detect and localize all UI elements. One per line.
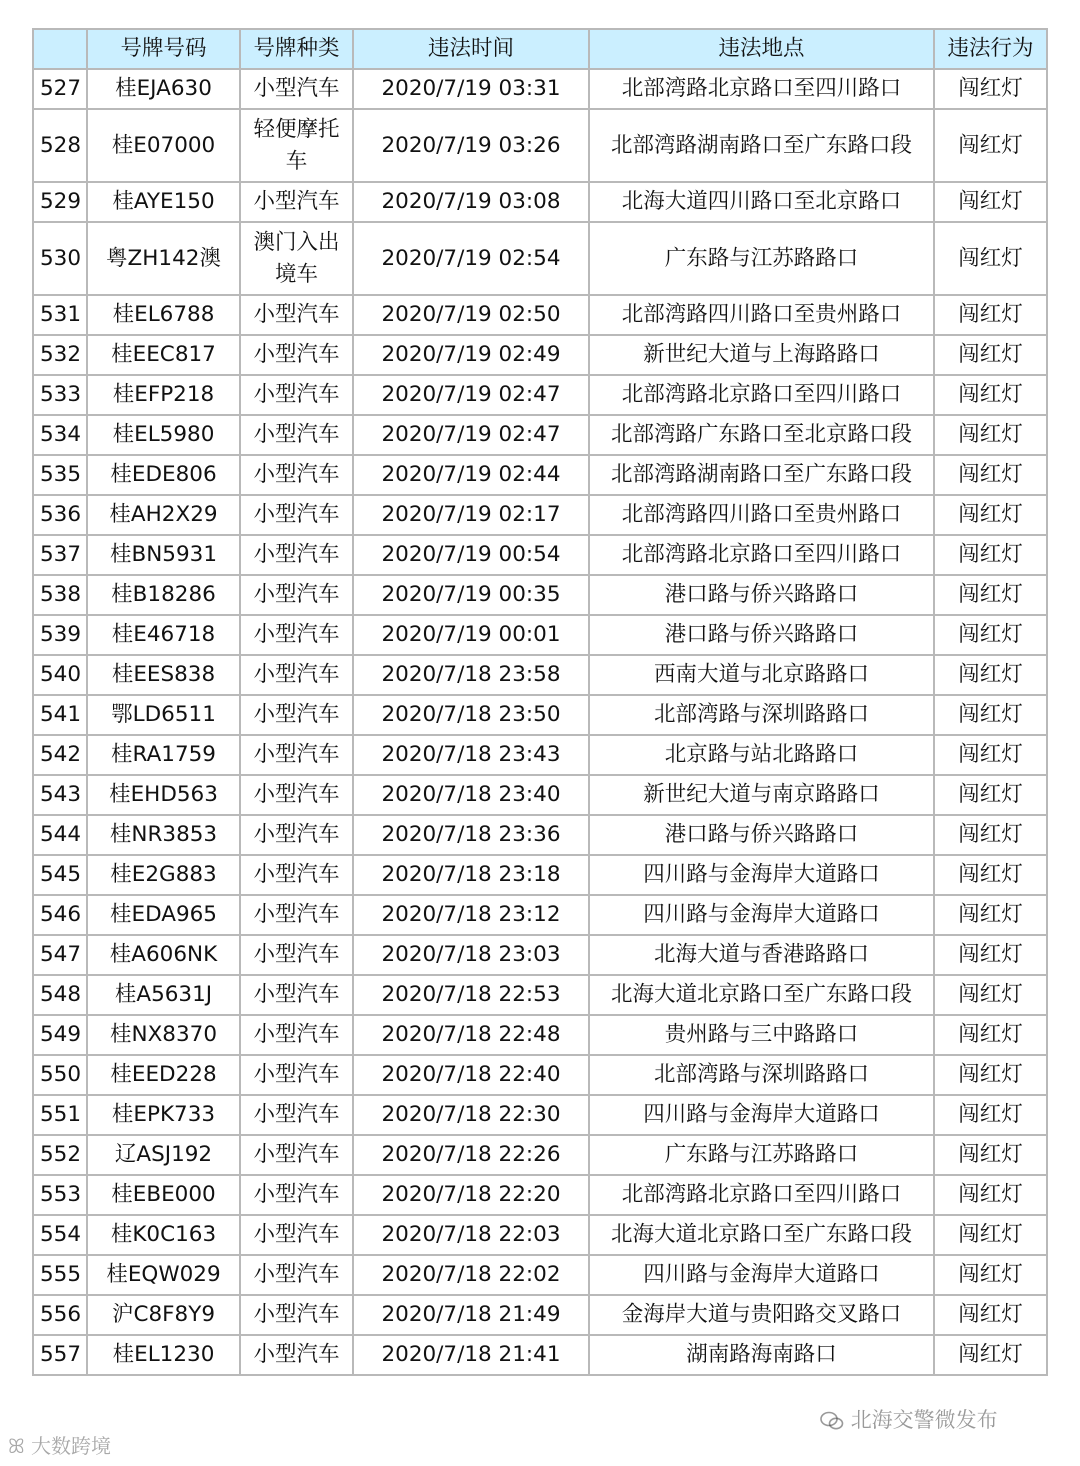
header-violation-location: 违法地点 xyxy=(589,29,934,69)
header-violation-behavior: 违法行为 xyxy=(934,29,1047,69)
cell-index: 528 xyxy=(33,109,87,182)
cell-plate-number: 桂EDA965 xyxy=(87,895,240,935)
cell-violation-time: 2020/7/19 00:01 xyxy=(353,615,589,655)
cell-index: 542 xyxy=(33,735,87,775)
cell-violation-location: 北部湾路北京路口至四川路口 xyxy=(589,1175,934,1215)
cell-violation-location: 北海大道四川路口至北京路口 xyxy=(589,182,934,222)
cell-index: 557 xyxy=(33,1335,87,1375)
cell-violation-behavior: 闯红灯 xyxy=(934,935,1047,975)
cell-plate-number: 桂EJA630 xyxy=(87,69,240,109)
cell-plate-number: 桂A5631J xyxy=(87,975,240,1015)
cell-plate-number: 桂B18286 xyxy=(87,575,240,615)
cell-violation-time: 2020/7/19 03:08 xyxy=(353,182,589,222)
cell-violation-time: 2020/7/18 22:40 xyxy=(353,1055,589,1095)
table-row xyxy=(33,1335,1047,1375)
cell-plate-type: 小型汽车 xyxy=(240,295,353,335)
table-row xyxy=(33,415,1047,455)
cell-violation-time: 2020/7/19 03:26 xyxy=(353,109,589,182)
cell-index: 529 xyxy=(33,182,87,222)
cell-violation-behavior: 闯红灯 xyxy=(934,455,1047,495)
cell-violation-time: 2020/7/19 02:47 xyxy=(353,375,589,415)
cell-violation-behavior: 闯红灯 xyxy=(934,735,1047,775)
header-plate-type: 号牌种类 xyxy=(240,29,353,69)
table-row xyxy=(33,495,1047,535)
cell-index: 552 xyxy=(33,1135,87,1175)
cell-violation-location: 北部湾路与深圳路路口 xyxy=(589,695,934,735)
table-row xyxy=(33,1015,1047,1055)
cell-violation-location: 贵州路与三中路路口 xyxy=(589,1015,934,1055)
cell-violation-behavior: 闯红灯 xyxy=(934,615,1047,655)
cell-violation-behavior: 闯红灯 xyxy=(934,335,1047,375)
cell-index: 534 xyxy=(33,415,87,455)
cell-violation-behavior: 闯红灯 xyxy=(934,495,1047,535)
cell-plate-type: 小型汽车 xyxy=(240,455,353,495)
cell-violation-location: 四川路与金海岸大道路口 xyxy=(589,855,934,895)
cell-index: 553 xyxy=(33,1175,87,1215)
table-row xyxy=(33,375,1047,415)
table-row xyxy=(33,1215,1047,1255)
cell-violation-location: 湖南路海南路口 xyxy=(589,1335,934,1375)
cell-plate-type: 小型汽车 xyxy=(240,182,353,222)
table-row xyxy=(33,655,1047,695)
cell-violation-time: 2020/7/18 23:43 xyxy=(353,735,589,775)
cell-plate-number: 桂EPK733 xyxy=(87,1095,240,1135)
cell-plate-type: 小型汽车 xyxy=(240,1135,353,1175)
cell-violation-time: 2020/7/19 00:54 xyxy=(353,535,589,575)
table-row xyxy=(33,575,1047,615)
cell-plate-number: 桂NR3853 xyxy=(87,815,240,855)
cell-violation-location: 西南大道与北京路路口 xyxy=(589,655,934,695)
cell-plate-type: 小型汽车 xyxy=(240,535,353,575)
cell-index: 527 xyxy=(33,69,87,109)
table-row xyxy=(33,535,1047,575)
wechat-icon xyxy=(820,1411,844,1431)
table-row xyxy=(33,1175,1047,1215)
cell-plate-number: 桂EED228 xyxy=(87,1055,240,1095)
cell-plate-type: 小型汽车 xyxy=(240,655,353,695)
cell-violation-time: 2020/7/18 23:40 xyxy=(353,775,589,815)
cell-plate-number: 粤ZH142澳 xyxy=(87,222,240,295)
cell-index: 543 xyxy=(33,775,87,815)
cell-violation-behavior: 闯红灯 xyxy=(934,182,1047,222)
cell-plate-type: 小型汽车 xyxy=(240,615,353,655)
table-row xyxy=(33,1295,1047,1335)
cell-violation-behavior: 闯红灯 xyxy=(934,1095,1047,1135)
cell-plate-number: 桂EFP218 xyxy=(87,375,240,415)
cell-violation-location: 北京路与站北路路口 xyxy=(589,735,934,775)
cell-violation-behavior: 闯红灯 xyxy=(934,1255,1047,1295)
cell-violation-behavior: 闯红灯 xyxy=(934,109,1047,182)
cell-violation-location: 北部湾路北京路口至四川路口 xyxy=(589,375,934,415)
table-row xyxy=(33,615,1047,655)
watermark-official-account xyxy=(820,1404,998,1434)
cell-violation-location: 广东路与江苏路路口 xyxy=(589,222,934,295)
table-row xyxy=(33,735,1047,775)
cell-plate-number: 桂EL1230 xyxy=(87,1335,240,1375)
cell-index: 541 xyxy=(33,695,87,735)
cell-violation-time: 2020/7/19 02:44 xyxy=(353,455,589,495)
cell-violation-behavior: 闯红灯 xyxy=(934,415,1047,455)
cell-plate-type: 澳门入出境车 xyxy=(240,222,353,295)
cell-violation-behavior: 闯红灯 xyxy=(934,1015,1047,1055)
cell-violation-behavior: 闯红灯 xyxy=(934,1215,1047,1255)
table-row xyxy=(33,935,1047,975)
cell-plate-type: 小型汽车 xyxy=(240,575,353,615)
table-row xyxy=(33,815,1047,855)
cell-plate-type: 小型汽车 xyxy=(240,895,353,935)
cell-violation-location: 北部湾路四川路口至贵州路口 xyxy=(589,295,934,335)
cell-index: 556 xyxy=(33,1295,87,1335)
cell-violation-location: 北部湾路四川路口至贵州路口 xyxy=(589,495,934,535)
cell-plate-number: 桂EEC817 xyxy=(87,335,240,375)
cell-plate-type: 小型汽车 xyxy=(240,935,353,975)
table-row xyxy=(33,1255,1047,1295)
cell-violation-behavior: 闯红灯 xyxy=(934,695,1047,735)
cell-violation-location: 北部湾路与深圳路路口 xyxy=(589,1055,934,1095)
cell-violation-time: 2020/7/18 23:12 xyxy=(353,895,589,935)
table-row xyxy=(33,695,1047,735)
cell-violation-location: 港口路与侨兴路路口 xyxy=(589,815,934,855)
cell-plate-number: 桂AYE150 xyxy=(87,182,240,222)
cell-index: 554 xyxy=(33,1215,87,1255)
cell-violation-time: 2020/7/19 02:49 xyxy=(353,335,589,375)
cell-violation-behavior: 闯红灯 xyxy=(934,655,1047,695)
cell-plate-type: 小型汽车 xyxy=(240,1055,353,1095)
cell-violation-location: 四川路与金海岸大道路口 xyxy=(589,895,934,935)
header-plate-number: 号牌号码 xyxy=(87,29,240,69)
cell-violation-behavior: 闯红灯 xyxy=(934,1335,1047,1375)
cell-violation-time: 2020/7/18 23:36 xyxy=(353,815,589,855)
cell-index: 533 xyxy=(33,375,87,415)
cell-index: 551 xyxy=(33,1095,87,1135)
cell-plate-number: 桂BN5931 xyxy=(87,535,240,575)
cell-violation-behavior: 闯红灯 xyxy=(934,1175,1047,1215)
cell-plate-type: 小型汽车 xyxy=(240,735,353,775)
cell-violation-location: 北部湾路北京路口至四川路口 xyxy=(589,69,934,109)
cell-violation-location: 广东路与江苏路路口 xyxy=(589,1135,934,1175)
cell-plate-type: 小型汽车 xyxy=(240,495,353,535)
table-row xyxy=(33,975,1047,1015)
cell-plate-type: 轻便摩托车 xyxy=(240,109,353,182)
cell-violation-location: 新世纪大道与南京路路口 xyxy=(589,775,934,815)
cell-violation-time: 2020/7/18 23:58 xyxy=(353,655,589,695)
table-body xyxy=(33,69,1047,1375)
cell-violation-behavior: 闯红灯 xyxy=(934,375,1047,415)
cell-plate-number: 桂EL5980 xyxy=(87,415,240,455)
cell-violation-behavior: 闯红灯 xyxy=(934,575,1047,615)
cell-index: 548 xyxy=(33,975,87,1015)
header-violation-time: 违法时间 xyxy=(353,29,589,69)
cell-index: 550 xyxy=(33,1055,87,1095)
cell-plate-type: 小型汽车 xyxy=(240,1295,353,1335)
cell-plate-type: 小型汽车 xyxy=(240,975,353,1015)
cell-violation-behavior: 闯红灯 xyxy=(934,815,1047,855)
cell-index: 540 xyxy=(33,655,87,695)
cell-violation-time: 2020/7/18 22:02 xyxy=(353,1255,589,1295)
cell-violation-location: 新世纪大道与上海路路口 xyxy=(589,335,934,375)
table-row xyxy=(33,182,1047,222)
cell-index: 546 xyxy=(33,895,87,935)
cell-violation-time: 2020/7/19 02:50 xyxy=(353,295,589,335)
cell-violation-behavior: 闯红灯 xyxy=(934,295,1047,335)
cell-plate-number: 桂EL6788 xyxy=(87,295,240,335)
cell-violation-behavior: 闯红灯 xyxy=(934,1135,1047,1175)
cell-violation-behavior: 闯红灯 xyxy=(934,535,1047,575)
cell-violation-time: 2020/7/18 23:18 xyxy=(353,855,589,895)
cell-plate-type: 小型汽车 xyxy=(240,775,353,815)
cell-violation-time: 2020/7/18 22:20 xyxy=(353,1175,589,1215)
cell-plate-type: 小型汽车 xyxy=(240,1175,353,1215)
cell-violation-time: 2020/7/19 02:47 xyxy=(353,415,589,455)
cell-violation-location: 北部湾路湖南路口至广东路口段 xyxy=(589,455,934,495)
cell-violation-behavior: 闯红灯 xyxy=(934,775,1047,815)
cell-plate-number: 桂E07000 xyxy=(87,109,240,182)
cell-index: 531 xyxy=(33,295,87,335)
table-row xyxy=(33,295,1047,335)
cell-violation-time: 2020/7/18 22:03 xyxy=(353,1215,589,1255)
cell-violation-behavior: 闯红灯 xyxy=(934,1295,1047,1335)
cell-plate-type: 小型汽车 xyxy=(240,1015,353,1055)
cell-violation-time: 2020/7/18 21:49 xyxy=(353,1295,589,1335)
watermark-source xyxy=(8,1430,111,1459)
cell-violation-time: 2020/7/18 21:41 xyxy=(353,1335,589,1375)
cell-violation-time: 2020/7/18 22:48 xyxy=(353,1015,589,1055)
cell-violation-time: 2020/7/19 02:17 xyxy=(353,495,589,535)
table-row xyxy=(33,1055,1047,1095)
table-row xyxy=(33,1135,1047,1175)
table-row xyxy=(33,1095,1047,1135)
cell-violation-time: 2020/7/18 23:03 xyxy=(353,935,589,975)
cell-violation-behavior: 闯红灯 xyxy=(934,975,1047,1015)
cell-plate-type: 小型汽车 xyxy=(240,695,353,735)
cell-index: 536 xyxy=(33,495,87,535)
table-row xyxy=(33,69,1047,109)
cell-violation-behavior: 闯红灯 xyxy=(934,69,1047,109)
cell-plate-number: 桂E2G883 xyxy=(87,855,240,895)
cell-violation-location: 金海岸大道与贵阳路交叉路口 xyxy=(589,1295,934,1335)
cell-plate-type: 小型汽车 xyxy=(240,415,353,455)
cell-plate-number: 沪C8F8Y9 xyxy=(87,1295,240,1335)
table-row xyxy=(33,775,1047,815)
cell-index: 555 xyxy=(33,1255,87,1295)
cell-plate-number: 桂EES838 xyxy=(87,655,240,695)
cell-index: 539 xyxy=(33,615,87,655)
table-row xyxy=(33,222,1047,295)
cell-plate-number: 桂RA1759 xyxy=(87,735,240,775)
cell-violation-time: 2020/7/18 23:50 xyxy=(353,695,589,735)
cell-violation-behavior: 闯红灯 xyxy=(934,222,1047,295)
cell-index: 537 xyxy=(33,535,87,575)
cell-index: 547 xyxy=(33,935,87,975)
cell-plate-type: 小型汽车 xyxy=(240,855,353,895)
watermark-logo-icon: ꕤ xyxy=(8,1434,25,1458)
cell-plate-type: 小型汽车 xyxy=(240,1255,353,1295)
cell-violation-behavior: 闯红灯 xyxy=(934,895,1047,935)
cell-plate-type: 小型汽车 xyxy=(240,69,353,109)
table-row xyxy=(33,335,1047,375)
cell-plate-number: 桂E46718 xyxy=(87,615,240,655)
cell-plate-number: 桂NX8370 xyxy=(87,1015,240,1055)
cell-plate-number: 桂AH2X29 xyxy=(87,495,240,535)
cell-violation-location: 港口路与侨兴路路口 xyxy=(589,615,934,655)
watermark-left-text: 大数跨境 xyxy=(31,1434,111,1458)
table-header-row xyxy=(33,29,1047,69)
cell-index: 538 xyxy=(33,575,87,615)
cell-index: 549 xyxy=(33,1015,87,1055)
table-row xyxy=(33,895,1047,935)
cell-plate-type: 小型汽车 xyxy=(240,335,353,375)
cell-plate-number: 辽ASJ192 xyxy=(87,1135,240,1175)
cell-plate-number: 桂EBE000 xyxy=(87,1175,240,1215)
cell-violation-time: 2020/7/18 22:53 xyxy=(353,975,589,1015)
cell-plate-type: 小型汽车 xyxy=(240,1095,353,1135)
cell-violation-location: 北部湾路北京路口至四川路口 xyxy=(589,535,934,575)
cell-violation-time: 2020/7/19 00:35 xyxy=(353,575,589,615)
cell-violation-behavior: 闯红灯 xyxy=(934,1055,1047,1095)
cell-index: 532 xyxy=(33,335,87,375)
cell-violation-location: 四川路与金海岸大道路口 xyxy=(589,1095,934,1135)
cell-plate-number: 桂EQW029 xyxy=(87,1255,240,1295)
cell-violation-location: 北海大道北京路口至广东路口段 xyxy=(589,975,934,1015)
cell-violation-behavior: 闯红灯 xyxy=(934,855,1047,895)
cell-plate-type: 小型汽车 xyxy=(240,375,353,415)
table-row xyxy=(33,455,1047,495)
cell-violation-location: 北部湾路广东路口至北京路口段 xyxy=(589,415,934,455)
cell-plate-type: 小型汽车 xyxy=(240,815,353,855)
cell-index: 535 xyxy=(33,455,87,495)
header-index xyxy=(33,29,87,69)
cell-plate-number: 桂A606NK xyxy=(87,935,240,975)
cell-violation-time: 2020/7/19 03:31 xyxy=(353,69,589,109)
cell-index: 545 xyxy=(33,855,87,895)
cell-plate-number: 鄂LD6511 xyxy=(87,695,240,735)
table-row xyxy=(33,855,1047,895)
cell-violation-time: 2020/7/18 22:30 xyxy=(353,1095,589,1135)
cell-plate-type: 小型汽车 xyxy=(240,1335,353,1375)
cell-plate-type: 小型汽车 xyxy=(240,1215,353,1255)
violation-table xyxy=(32,28,1048,1376)
cell-violation-location: 北海大道与香港路路口 xyxy=(589,935,934,975)
cell-plate-number: 桂EHD563 xyxy=(87,775,240,815)
cell-index: 544 xyxy=(33,815,87,855)
cell-violation-location: 北海大道北京路口至广东路口段 xyxy=(589,1215,934,1255)
table-row xyxy=(33,109,1047,182)
cell-plate-number: 桂K0C163 xyxy=(87,1215,240,1255)
cell-violation-location: 四川路与金海岸大道路口 xyxy=(589,1255,934,1295)
cell-violation-time: 2020/7/18 22:26 xyxy=(353,1135,589,1175)
cell-violation-location: 北部湾路湖南路口至广东路口段 xyxy=(589,109,934,182)
cell-violation-location: 港口路与侨兴路路口 xyxy=(589,575,934,615)
cell-violation-time: 2020/7/19 02:54 xyxy=(353,222,589,295)
watermark-right-text: 北海交警微发布 xyxy=(850,1408,998,1432)
cell-index: 530 xyxy=(33,222,87,295)
cell-plate-number: 桂EDE806 xyxy=(87,455,240,495)
